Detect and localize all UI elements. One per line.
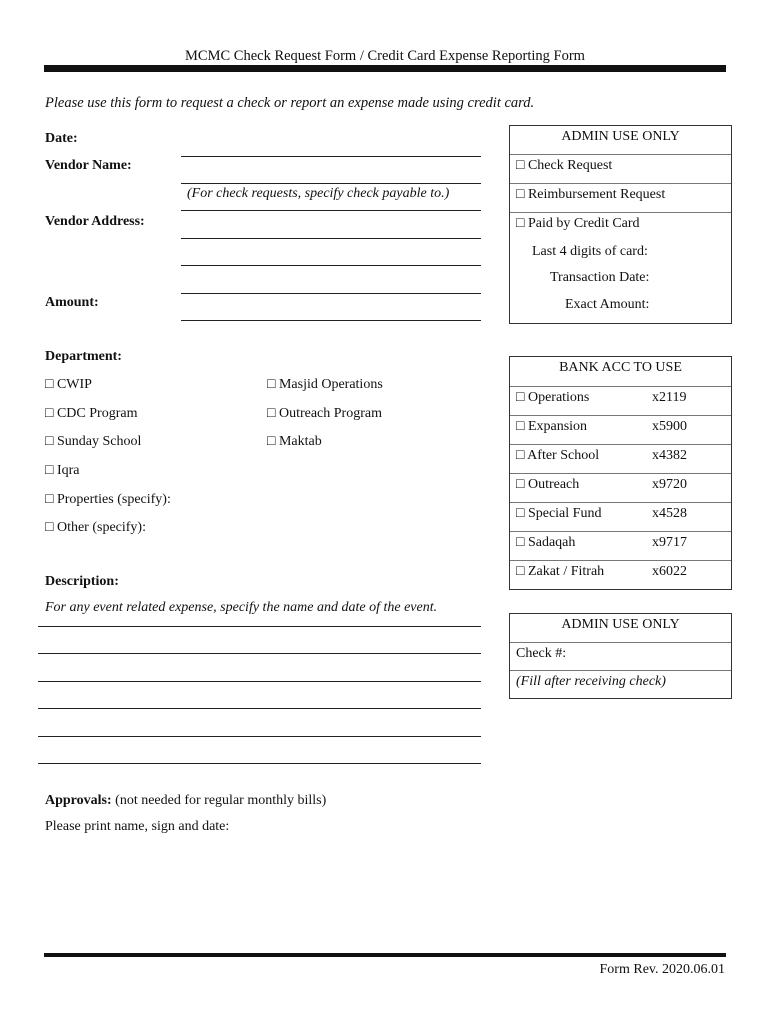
bank-outreach-code: x9720 [652,477,687,492]
amount-label: Amount: [45,295,99,310]
description-line-3[interactable] [38,681,481,682]
admin-box-title: ADMIN USE ONLY [561,129,680,144]
description-line-2[interactable] [38,653,481,654]
bank-zakat-fitrah[interactable]: □ Zakat / Fitrah [516,564,605,579]
dept-sunday-school[interactable]: □ Sunday School [45,434,142,449]
vendor-address-line-2[interactable] [181,265,481,266]
dept-cdc-program[interactable]: □ CDC Program [45,406,138,421]
bank-zakat-fitrah-code: x6022 [652,564,687,579]
dept-iqra[interactable]: □ Iqra [45,463,80,478]
check-number-label: Check #: [516,646,567,661]
department-label: Department: [45,349,122,364]
bank-after-school[interactable]: □ After School [516,448,600,463]
header-rule [44,65,726,72]
dept-other[interactable]: □ Other (specify): [45,520,146,535]
admin-box2-title: ADMIN USE ONLY [561,617,680,632]
exact-amount-label: Exact Amount: [565,297,650,312]
dept-maktab[interactable]: □ Maktab [267,434,322,449]
description-line-6[interactable] [38,763,481,764]
admin-check-box [509,613,732,699]
bank-special-fund[interactable]: □ Special Fund [516,506,602,521]
dept-cwip[interactable]: □ CWIP [45,377,92,392]
form-title: MCMC Check Request Form / Credit Card Expense Reporting Form [185,48,585,64]
approvals-section [45,793,326,809]
bank-account-box [509,356,732,590]
bank-after-school-code: x4382 [652,448,687,463]
description-line-4[interactable] [38,708,481,709]
reimbursement-option[interactable]: □ Reimbursement Request [516,187,666,202]
approvals-label: Approvals: [45,793,112,808]
bank-sadaqah-code: x9717 [652,535,687,550]
description-line-1[interactable] [38,626,481,627]
date-label: Date: [45,131,78,146]
vendor-address-line-1[interactable] [181,238,481,239]
dept-outreach-program[interactable]: □ Outreach Program [267,406,382,421]
fill-after-note: (Fill after receiving check) [516,674,666,689]
transaction-date-label: Transaction Date: [550,270,650,285]
vendor-address-label: Vendor Address: [45,214,145,229]
vendor-note-line [181,210,481,211]
bank-operations-code: x2119 [652,390,687,405]
vendor-address-line-3[interactable] [181,293,481,294]
description-note: For any event related expense, specify the name and date of the event. [45,600,438,615]
vendor-name-label: Vendor Name: [45,158,132,173]
date-line[interactable] [181,156,481,157]
bank-operations[interactable]: □ Operations [516,390,590,405]
bank-expansion[interactable]: □ Expansion [516,419,588,434]
footer-rule [44,953,726,957]
bank-special-fund-code: x4528 [652,506,687,521]
bank-expansion-code: x5900 [652,419,687,434]
description-line-5[interactable] [38,736,481,737]
approvals-instructions: Please print name, sign and date: [45,819,230,834]
form-revision: Form Rev. 2020.06.01 [599,962,725,977]
last4-label: Last 4 digits of card: [532,244,648,259]
vendor-name-line[interactable] [181,183,481,184]
check-request-option[interactable]: □ Check Request [516,158,613,173]
dept-properties[interactable]: □ Properties (specify): [45,492,171,507]
approvals-note: (not needed for regular monthly bills) [111,793,327,808]
instructions-text: Please use this form to request a check or report an expense made using credit card. [45,95,535,111]
description-label: Description: [45,574,119,589]
bank-sadaqah[interactable]: □ Sadaqah [516,535,576,550]
dept-masjid-operations[interactable]: □ Masjid Operations [267,377,383,392]
paid-credit-card-option[interactable]: □ Paid by Credit Card [516,216,640,231]
admin-use-box [509,125,732,324]
bank-box-title: BANK ACC TO USE [559,360,682,375]
vendor-note: (For check requests, specify check payable to.) [187,186,450,201]
amount-line[interactable] [181,320,481,321]
bank-outreach[interactable]: □ Outreach [516,477,580,492]
